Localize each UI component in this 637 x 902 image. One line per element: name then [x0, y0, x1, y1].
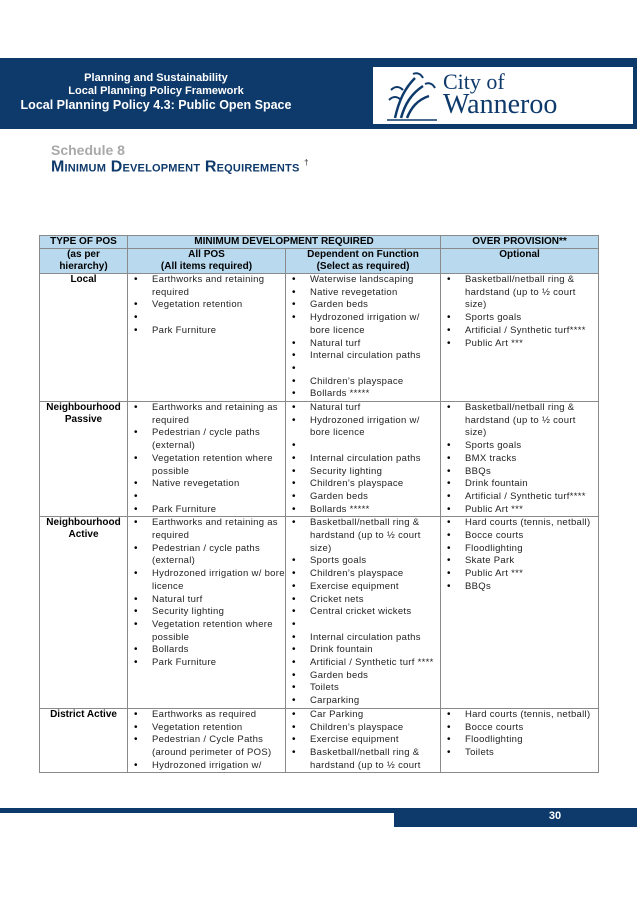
list-item: • Cricket nets	[286, 594, 440, 607]
list-item: • Vegetation retention where possible	[128, 453, 285, 478]
table-header-row-1	[40, 236, 599, 249]
list	[128, 709, 285, 773]
header-banner	[0, 58, 637, 129]
list	[128, 274, 285, 338]
list-item: • Hydrozoned irrigation w/	[128, 760, 285, 773]
dependent-cell	[286, 708, 441, 773]
list-item: • Natural turf	[286, 338, 440, 351]
city-logo	[373, 67, 633, 124]
list	[128, 517, 285, 669]
logo-text-city-of: City of	[443, 69, 505, 94]
list-item: • Basketball/netball ring & hardstand (up to ½ court size)	[441, 402, 598, 440]
list-item	[286, 619, 440, 632]
over-provision-header: OVER PROVISION**	[441, 236, 599, 249]
list-item: • Native revegetation	[286, 287, 440, 300]
list-item: • BMX tracks	[441, 453, 598, 466]
hierarchy-line-2: hierarchy)	[59, 261, 108, 272]
list-item: • BBQs	[441, 581, 598, 594]
hierarchy-subheader	[40, 249, 128, 274]
list-item: • Skate Park	[441, 555, 598, 568]
list-item	[128, 491, 285, 504]
list-item: • Toilets	[441, 747, 598, 760]
list-item: • Hydrozoned irrigation w/ bore licence	[128, 568, 285, 593]
table-row	[40, 402, 599, 517]
list-item: • Park Furniture	[128, 325, 285, 338]
optional-cell	[441, 708, 599, 773]
all-pos-cell	[128, 708, 286, 773]
list-item: • Hard courts (tennis, netball)	[441, 709, 598, 722]
list-item: • Children’s playspace	[286, 478, 440, 491]
schedule-label: Schedule 8	[51, 142, 125, 158]
all-pos-cell	[128, 274, 286, 402]
type-of-pos-header: TYPE OF POS	[40, 236, 128, 249]
pos-requirements-table	[39, 235, 599, 773]
list-item: • Pedestrian / cycle paths (external)	[128, 427, 285, 452]
list-item: • Vegetation retention where possible	[128, 619, 285, 644]
list-item: • Central cricket wickets	[286, 606, 440, 619]
list-item: • Earthworks as required	[128, 709, 285, 722]
list	[441, 517, 598, 593]
optional-cell	[441, 274, 599, 402]
list	[286, 517, 440, 708]
list-item: • Garden beds	[286, 299, 440, 312]
list-item: • Drink fountain	[441, 478, 598, 491]
list-item: • Internal circulation paths	[286, 350, 440, 363]
page-number: 30	[548, 810, 562, 822]
all-pos-line-2: (All items required)	[160, 261, 253, 272]
list-item: • Floodlighting	[441, 543, 598, 556]
header-line-3: Local Planning Policy 4.3: Public Open Space	[20, 98, 292, 112]
list-item: • Earthworks and retaining required	[128, 274, 285, 299]
row-type-local: Local	[40, 274, 128, 402]
list-item: • Artificial / Synthetic turf****	[441, 491, 598, 504]
list-item: • Children’s playspace	[286, 376, 440, 389]
all-pos-cell	[128, 517, 286, 709]
optional-cell	[441, 402, 599, 517]
list-item: • Sports goals	[441, 312, 598, 325]
list-item: • Security lighting	[128, 606, 285, 619]
hierarchy-line-1: (as per	[67, 249, 100, 260]
dependent-line-1: Dependent on Function	[307, 249, 419, 260]
list-item: • Bocce courts	[441, 722, 598, 735]
list-item: • Bollards	[128, 644, 285, 657]
list-item: • Public Art ***	[441, 504, 598, 517]
row-type-district-active: District Active	[40, 708, 128, 773]
list-item: • Children’s playspace	[286, 722, 440, 735]
list-item: • Garden beds	[286, 491, 440, 504]
list-item: • Vegetation retention	[128, 722, 285, 735]
list-item: • Hydrozoned irrigation w/ bore licence	[286, 312, 440, 337]
list-item: • Sports goals	[441, 440, 598, 453]
page-title-text: Minimum Development Requirements	[51, 158, 300, 176]
list-item: • Natural turf	[286, 402, 440, 415]
dependent-cell	[286, 274, 441, 402]
list-item	[128, 312, 285, 325]
list	[128, 402, 285, 516]
list-item: • Bocce courts	[441, 530, 598, 543]
list-item: • Bollards *****	[286, 504, 440, 517]
logo-text-wanneroo: Wanneroo	[443, 89, 558, 120]
header-line-2: Local Planning Policy Framework	[68, 85, 244, 97]
header-line-1: Planning and Sustainability	[84, 72, 228, 84]
list-item: • Basketball/netball ring & hardstand (up to ½ court size)	[286, 517, 440, 555]
list-item: • Toilets	[286, 682, 440, 695]
list-item: • Internal circulation paths	[286, 453, 440, 466]
list-item: • Park Furniture	[128, 657, 285, 670]
list	[441, 274, 598, 350]
list-item: • Exercise equipment	[286, 581, 440, 594]
list-item: • Bollards *****	[286, 388, 440, 401]
list-item: • Public Art ***	[441, 338, 598, 351]
row-type-neighbourhood-passive: Neighbourhood Passive	[40, 402, 128, 517]
all-pos-subheader	[128, 249, 286, 274]
list-item: • Earthworks and retaining as required	[128, 402, 285, 427]
all-pos-cell	[128, 402, 286, 517]
city-of-wanneroo-logo-icon	[385, 70, 440, 122]
min-development-header: MINIMUM DEVELOPMENT REQUIRED	[128, 236, 441, 249]
header-title-block	[0, 72, 312, 113]
list-item: • Hard courts (tennis, netball)	[441, 517, 598, 530]
list-item: • Pedestrian / Cycle Paths (around perimeter of POS)	[128, 734, 285, 759]
list-item: • Natural turf	[128, 594, 285, 607]
list-item: • Sports goals	[286, 555, 440, 568]
list-item	[286, 363, 440, 376]
dependent-subheader	[286, 249, 441, 274]
list-item: • Artificial / Synthetic turf****	[441, 325, 598, 338]
list-item: • Earthworks and retaining as required	[128, 517, 285, 542]
table-header-row-2	[40, 249, 599, 274]
list-item: • Basketball/netball ring & hardstand (up to ½ court size)	[441, 274, 598, 312]
list-item: • Drink fountain	[286, 644, 440, 657]
row-type-neighbourhood-active: Neighbourhood Active	[40, 517, 128, 709]
all-pos-line-1: All POS	[188, 249, 225, 260]
title-footnote-mark: †	[304, 158, 309, 167]
list	[441, 402, 598, 516]
dependent-line-2: (Select as required)	[316, 261, 410, 272]
list-item: • BBQs	[441, 466, 598, 479]
list	[441, 709, 598, 760]
list-item: • Park Furniture	[128, 504, 285, 517]
list-item: • Vegetation retention	[128, 299, 285, 312]
table-row	[40, 517, 599, 709]
list-item: • Hydrozoned irrigation w/ bore licence	[286, 415, 440, 440]
list-item: • Car Parking	[286, 709, 440, 722]
list-item	[286, 440, 440, 453]
list	[286, 402, 440, 516]
list	[286, 274, 440, 401]
table-row	[40, 708, 599, 773]
optional-subheader: Optional	[441, 249, 599, 274]
list-item: • Floodlighting	[441, 734, 598, 747]
list-item: • Children’s playspace	[286, 568, 440, 581]
list-item: • Public Art ***	[441, 568, 598, 581]
list-item: • Security lighting	[286, 466, 440, 479]
footer-white-band	[0, 813, 394, 827]
list-item: • Pedestrian / cycle paths (external)	[128, 543, 285, 568]
page-title	[51, 158, 309, 176]
table-row	[40, 274, 599, 402]
optional-cell	[441, 517, 599, 709]
list-item: • Artificial / Synthetic turf ****	[286, 657, 440, 670]
list-item: • Carparking	[286, 695, 440, 708]
list-item: • Exercise equipment	[286, 734, 440, 747]
list-item: • Waterwise landscaping	[286, 274, 440, 287]
list-item: • Garden beds	[286, 670, 440, 683]
list	[286, 709, 440, 773]
dependent-cell	[286, 402, 441, 517]
list-item: • Basketball/netball ring & hardstand (up to ½ court	[286, 747, 440, 772]
list-item: • Internal circulation paths	[286, 632, 440, 645]
list-item: • Native revegetation	[128, 478, 285, 491]
dependent-cell	[286, 517, 441, 709]
